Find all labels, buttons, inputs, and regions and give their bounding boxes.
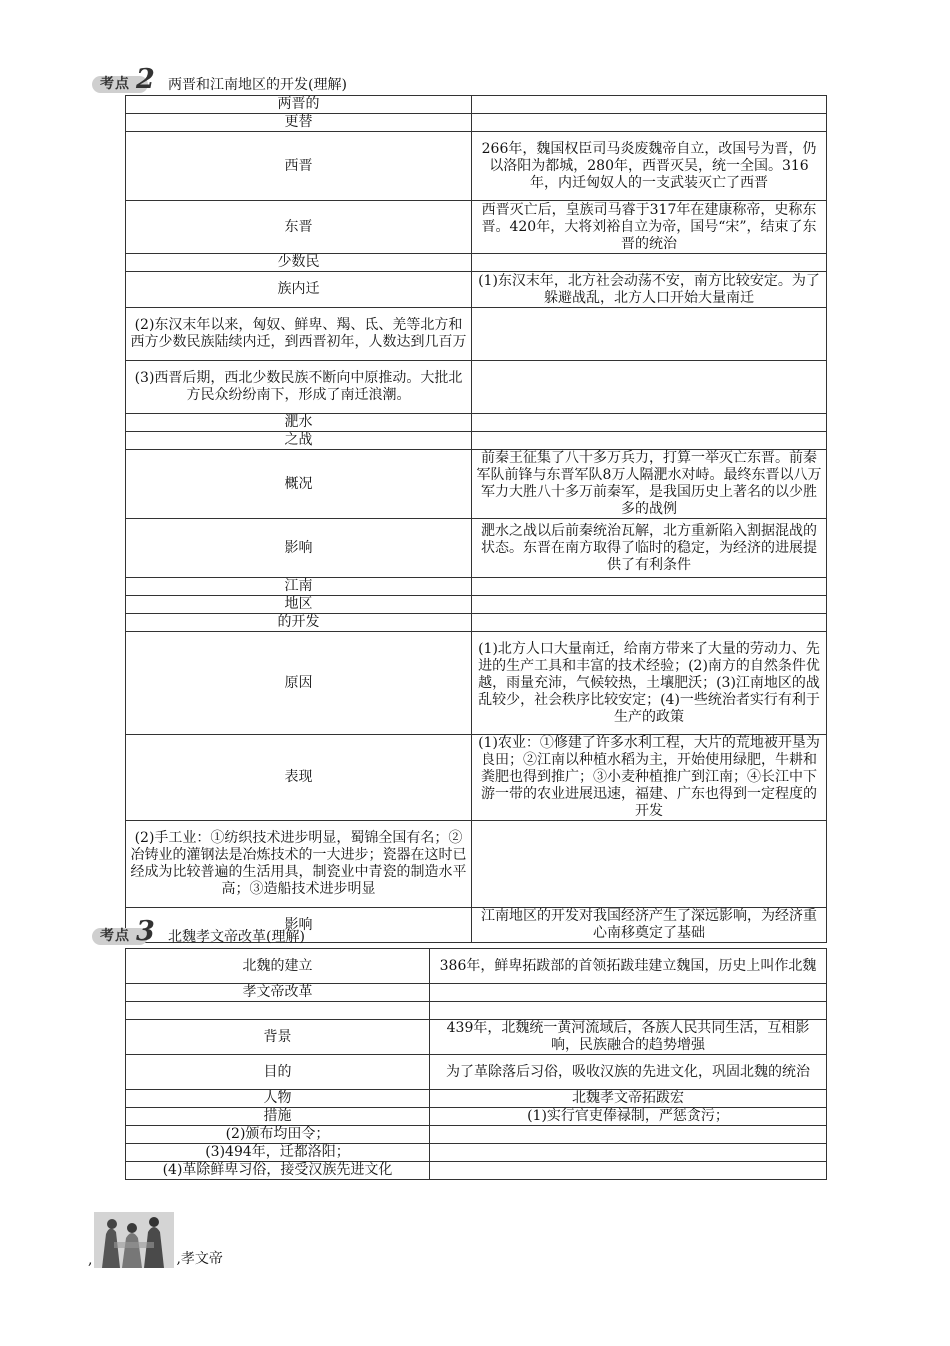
table-row [126,414,827,432]
row-content-cell [430,1162,827,1180]
table-row [126,308,827,361]
table-row [126,201,827,254]
table-row [126,949,827,984]
row-label-cell: 表现 [126,735,472,821]
section-title: 北魏孝文帝改革(理解) [168,929,305,945]
row-label-cell: (3)西晋后期，西北少数民族不断向中原推动。大批北方民众纷纷南下，形成了南迁浪潮。 [126,361,472,414]
table-row [126,1055,827,1090]
row-content-cell: 江南地区的开发对我国经济产生了深远影响，为经济重心南移奠定了基础 [472,908,827,943]
row-label-cell: (2)东汉末年以来，匈奴、鲜卑、羯、氐、羌等北方和西方少数民族陆续内迁，到西晋初年，人数达到几百万 [126,308,472,361]
row-label-cell: 背景 [126,1020,430,1055]
row-content-cell: 西晋灭亡后，皇族司马睿于317年在建康称帝，史称东晋。420年，大将刘裕自立为帝，国号“宋”，结束了东晋的统治 [472,201,827,254]
row-content-cell [472,614,827,632]
kaodian-badge [92,916,162,947]
table-row [126,114,827,132]
row-label-cell: 概况 [126,450,472,519]
row-content-cell [472,821,827,908]
table-row [126,1162,827,1180]
row-label-cell [126,1002,430,1020]
caption-prefix: , [88,1252,93,1268]
row-label-cell: 影响 [126,908,472,943]
row-content-cell: 淝水之战以后前秦统治瓦解，北方重新陷入割据混战的状态。东晋在南方取得了临时的稳定，为经济的进展提供了有利条件 [472,519,827,578]
badge-label: 考点 [100,928,130,944]
table-row [126,450,827,519]
row-content-cell [472,414,827,432]
row-content-cell [472,578,827,596]
row-label-cell: 江南 [126,578,472,596]
row-content-cell [430,984,827,1002]
table-row [126,132,827,201]
footer-caption [88,1212,223,1268]
table-row [126,361,827,414]
row-content-cell [472,254,827,272]
row-label-cell: 之战 [126,432,472,450]
row-content-cell: (1)实行官吏俸禄制，严惩贪污； [430,1108,827,1126]
row-label-cell: 影响 [126,519,472,578]
row-label-cell: 淝水 [126,414,472,432]
row-content-cell [430,1144,827,1162]
table-row [126,432,827,450]
row-content-cell [430,1002,827,1020]
table-row [126,632,827,735]
table-row [126,1002,827,1020]
row-label-cell: 目的 [126,1055,430,1090]
table-row [126,578,827,596]
table-row [126,1020,827,1055]
section-title: 两晋和江南地区的开发(理解) [168,77,347,93]
row-content-cell [472,114,827,132]
table-row [126,519,827,578]
row-content-cell: 386年，鲜卑拓跋部的首领拓跋珪建立魏国，历史上叫作北魏 [430,949,827,984]
row-content-cell: 前秦王征集了八十多万兵力，打算一举灭亡东晋。前秦军队前锋与东晋军队8万人隔淝水对峙。最终东晋以八万军力大胜八十多万前秦军，是我国历史上著名的以少胜多的战例 [472,450,827,519]
row-content-cell: 为了革除落后习俗，吸收汉族的先进文化，巩固北魏的统治 [430,1055,827,1090]
table-row [126,614,827,632]
table-row [126,1090,827,1108]
row-label-cell: (3)494年，迁都洛阳； [126,1144,430,1162]
badge-label: 考点 [100,76,130,92]
table-row [126,1108,827,1126]
row-content-cell: 439年，北魏统一黄河流域后，各族人民共同生活，互相影响，民族融合的趋势增强 [430,1020,827,1055]
kaodian-badge [92,64,162,95]
row-label-cell: 族内迁 [126,272,472,308]
row-content-cell: (1)东汉末年，北方社会动荡不安，南方比较安定。为了躲避战乱，北方人口开始大量南迁 [472,272,827,308]
table-row [126,96,827,114]
row-content-cell [472,96,827,114]
row-label-cell: 地区 [126,596,472,614]
row-content-cell: 北魏孝文帝拓跋宏 [430,1090,827,1108]
row-label-cell: (2)颁布均田令； [126,1126,430,1144]
row-label-cell: 东晋 [126,201,472,254]
badge-number: 2 [136,64,155,95]
caption-suffix: ,孝文帝 [176,1251,223,1267]
table-row [126,254,827,272]
row-label-cell: 孝文帝改革 [126,984,430,1002]
row-content-cell [472,308,827,361]
row-label-cell: 的开发 [126,614,472,632]
row-label-cell: 更替 [126,114,472,132]
table-row [126,1126,827,1144]
table-row [126,596,827,614]
section-2-table [125,95,827,943]
row-content-cell: (1)农业：①修建了许多水利工程，大片的荒地被开垦为良田；②江南以种植水稻为主，开始使用绿肥，牛耕和粪肥也得到推广；③小麦种植推广到江南；④长江中下游一带的农业进展迅速，福建、广东也得到一定程度的开发 [472,735,827,821]
row-content-cell [472,432,827,450]
section-2-heading [92,64,347,95]
row-content-cell: (1)北方人口大量南迁，给南方带来了大量的劳动力、先进的生产工具和丰富的技术经验；(2)南方的自然条件优越，雨量充沛，气候较热，土壤肥沃；(3)江南地区的战乱较少，社会秩序比较安定；(4)一些统治者实行有利于生产的政策 [472,632,827,735]
portrait-photo [94,1212,174,1268]
table-row [126,984,827,1002]
row-label-cell: 西晋 [126,132,472,201]
row-content-cell [472,361,827,414]
row-label-cell: 少数民 [126,254,472,272]
row-label-cell: 人物 [126,1090,430,1108]
table-row [126,272,827,308]
badge-number: 3 [136,916,155,947]
row-label-cell: 原因 [126,632,472,735]
row-label-cell: (4)革除鲜卑习俗，接受汉族先进文化 [126,1162,430,1180]
table-row [126,821,827,908]
table-row [126,1144,827,1162]
row-label-cell: 两晋的 [126,96,472,114]
row-content-cell: 266年，魏国权臣司马炎废魏帝自立，改国号为晋，仍以洛阳为都城，280年，西晋灭吴，统一全国。316年，内迁匈奴人的一支武装灭亡了西晋 [472,132,827,201]
table-row [126,735,827,821]
section-3-table [125,948,827,1180]
row-content-cell [472,596,827,614]
row-content-cell [430,1126,827,1144]
row-label-cell: 北魏的建立 [126,949,430,984]
row-label-cell: (2)手工业：①纺织技术进步明显，蜀锦全国有名；②冶铸业的灌钢法是冶炼技术的一大进步；瓷器在这时已经成为比较普遍的生活用具，制瓷业中青瓷的制造水平高；③造船技术进步明显 [126,821,472,908]
row-label-cell: 措施 [126,1108,430,1126]
